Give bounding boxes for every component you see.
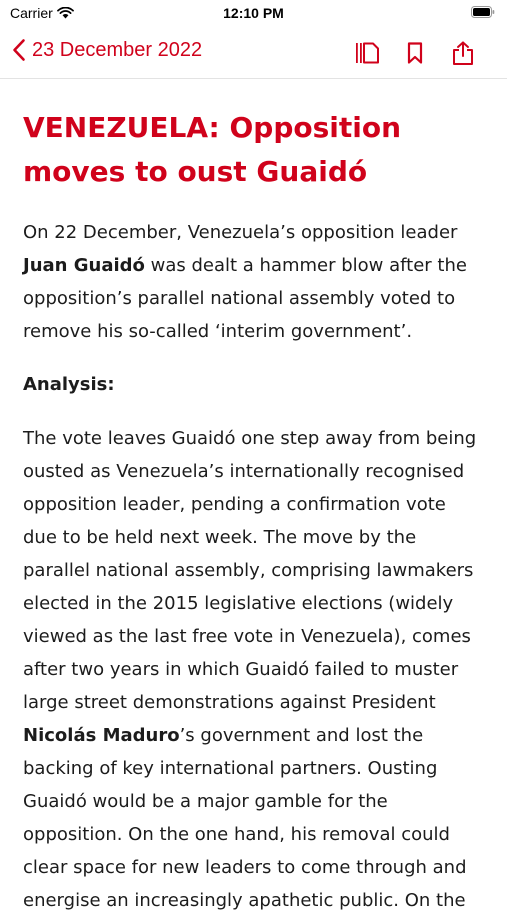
article-body xyxy=(23,106,485,917)
intro-text-start: On 22 December, Venezuela’s opposition leader xyxy=(23,222,458,243)
analysis-text-end: ’s government and lost the backing of key international partners. Ousting Guaidó would be a major gamble for the opposition. On the one hand, his removal could clear space for new leaders to come through and energise an increasingly apathetic public. On the xyxy=(23,725,467,911)
article-headline: VENEZUELA: Opposition moves to oust Guaidó xyxy=(23,111,402,188)
status-bar xyxy=(0,0,507,28)
person-name-guaido: Juan Guaidó xyxy=(23,255,145,276)
analysis-heading: Analysis: xyxy=(23,374,115,395)
carrier-label: Carrier xyxy=(10,5,53,21)
nav-actions xyxy=(353,40,477,66)
analysis-paragraph xyxy=(23,422,485,917)
status-time: 12:10 PM xyxy=(223,5,284,21)
chevron-left-icon xyxy=(12,38,26,62)
article-intro-paragraph xyxy=(23,216,485,348)
navigation-bar xyxy=(0,28,507,79)
library-icon[interactable] xyxy=(353,40,381,66)
bookmark-icon[interactable] xyxy=(401,40,429,66)
person-name-maduro: Nicolás Maduro xyxy=(23,725,180,746)
intro-text-end: was dealt a hammer blow after the opposition’s parallel national assembly voted to remove his so-called ‘interim government’. xyxy=(23,255,467,342)
battery-icon xyxy=(471,6,495,18)
back-button[interactable] xyxy=(12,38,202,62)
analysis-text-start: The vote leaves Guaidó one step away from being ousted as Venezuela’s internationally recognised opposition leader, pending a confirmation vote due to be held next week. The move by the parallel national assembly, comprising lawmakers elected in the 2015 legislative elections (widely viewed as the last free vote in Venezuela), comes after two years in which Guaidó failed to muster large street demonstrations against President xyxy=(23,428,477,713)
share-icon[interactable] xyxy=(449,40,477,66)
back-date-label: 23 December 2022 xyxy=(32,38,203,61)
